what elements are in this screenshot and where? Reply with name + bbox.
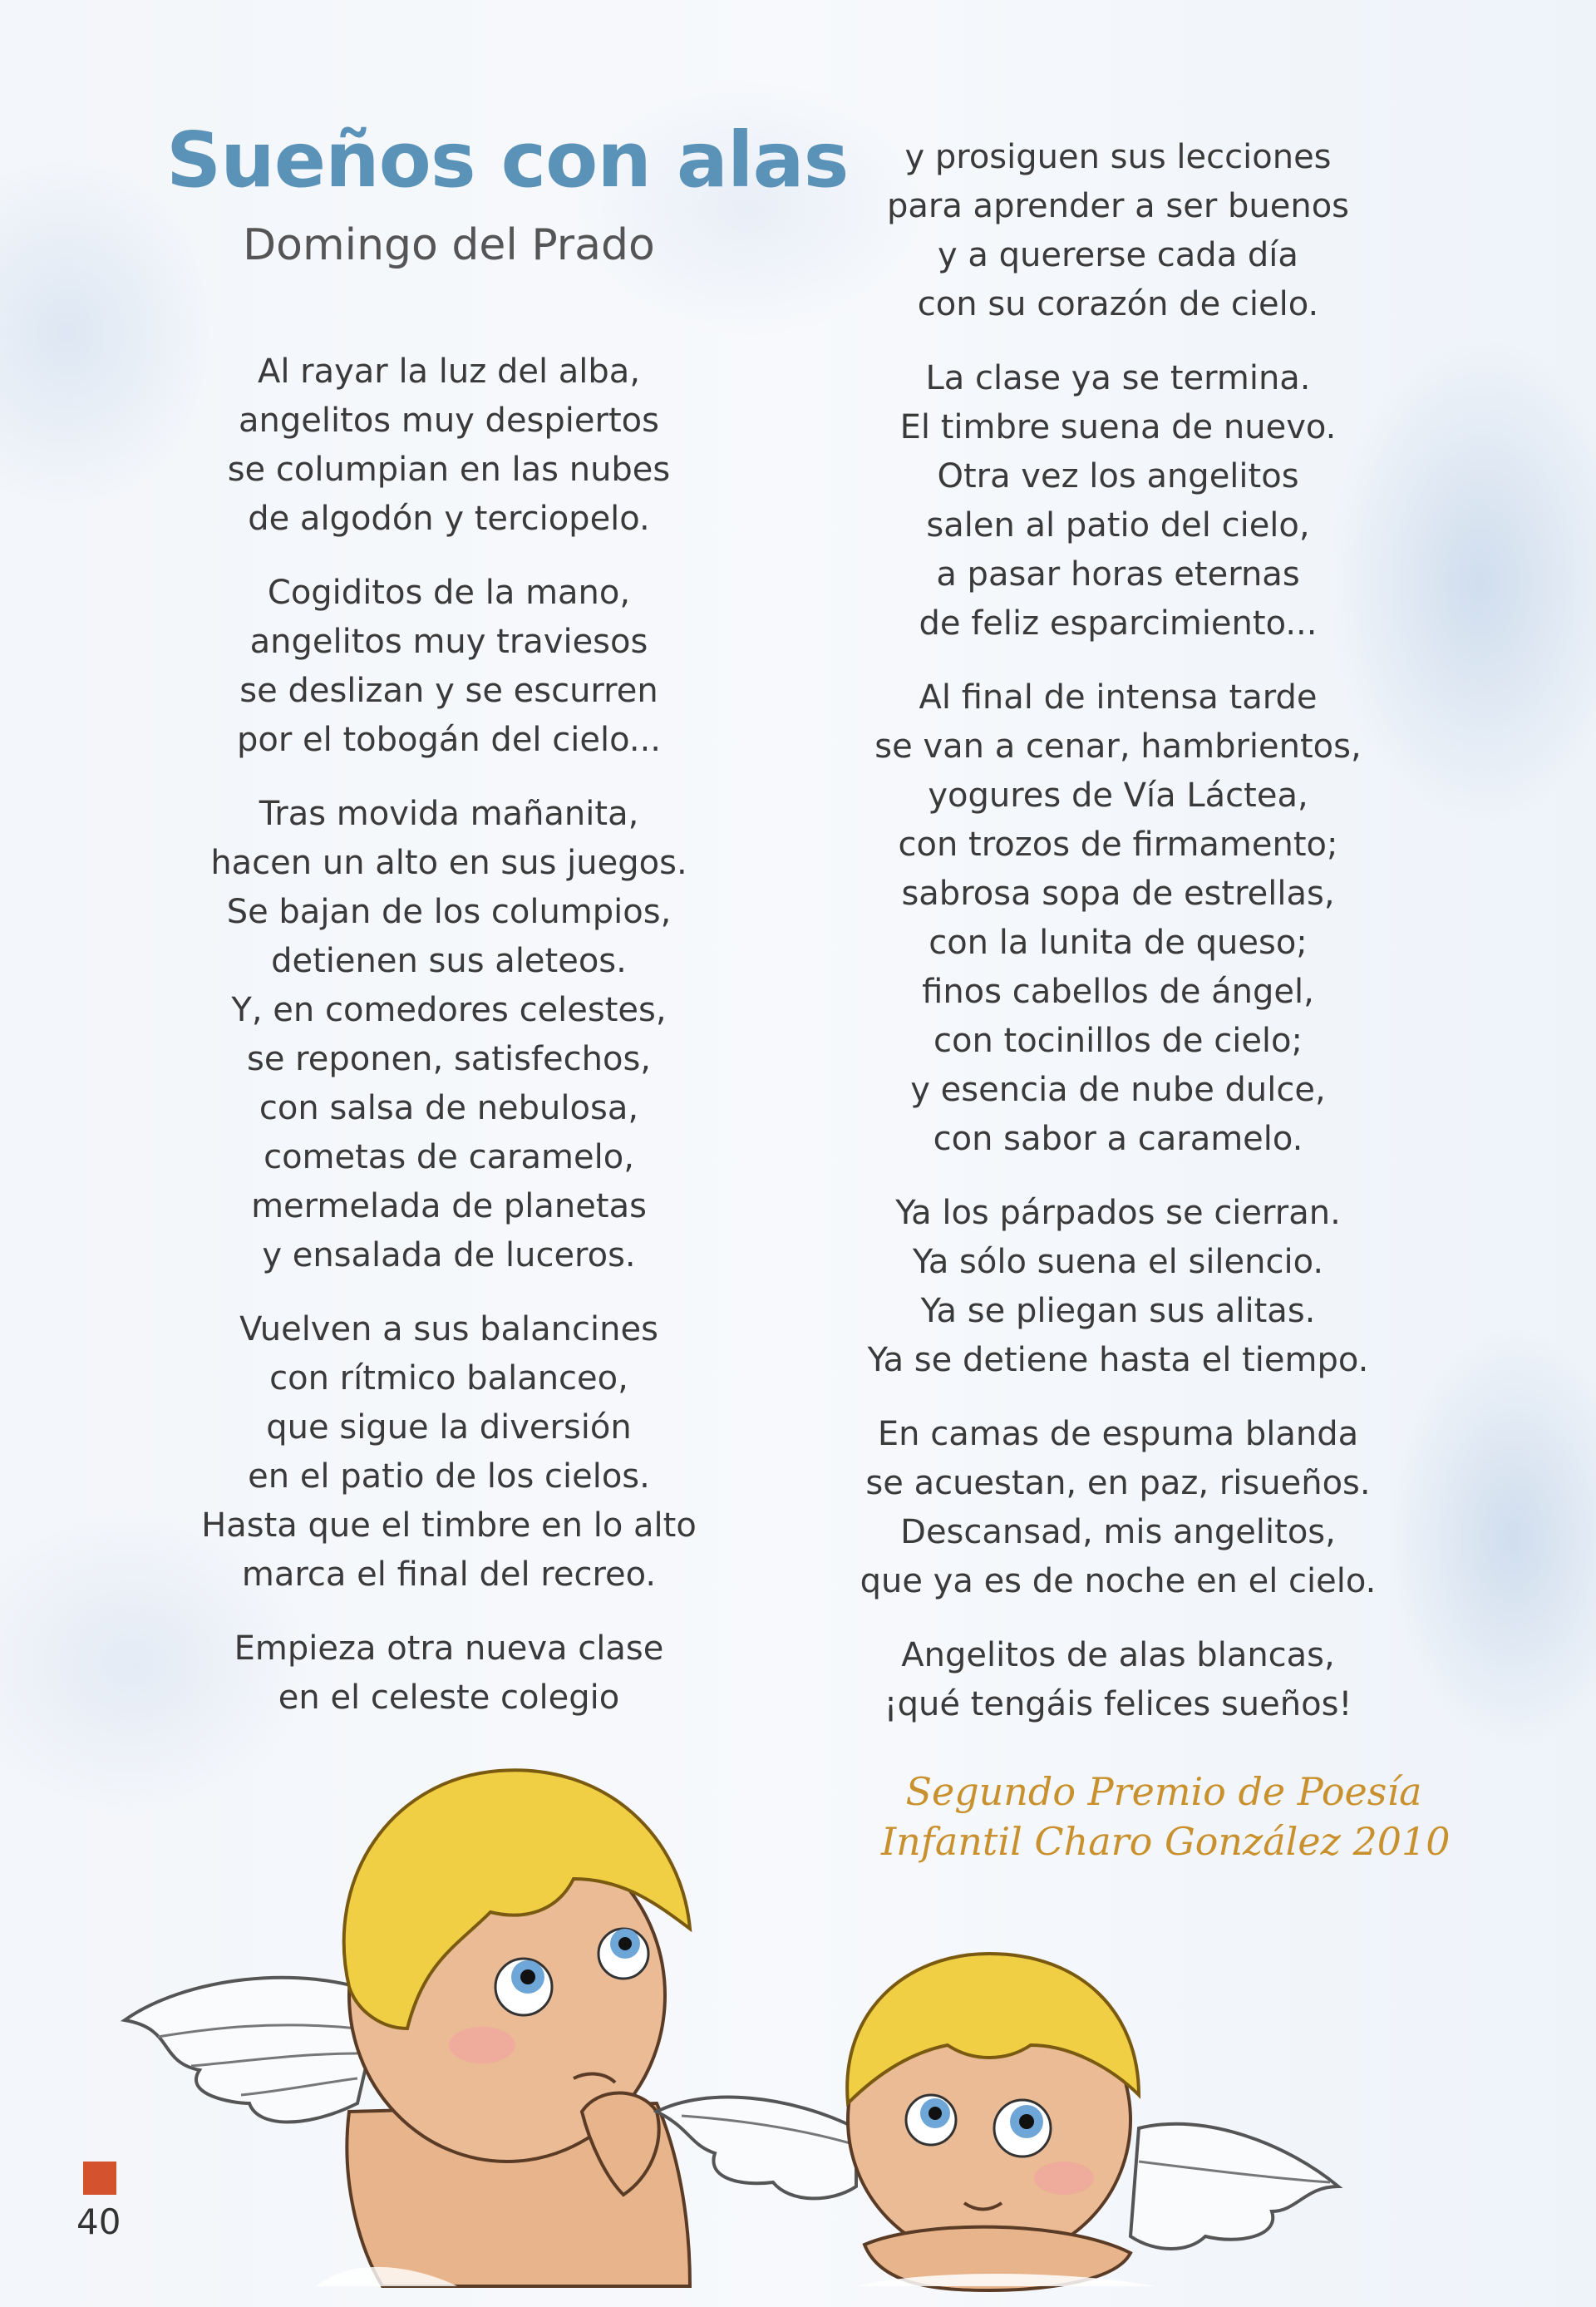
verse-line: Cogiditos de la mano,: [267, 574, 631, 613]
right-stanzas: [831, 133, 1405, 1729]
verse-line: Y, en comedores celestes,: [231, 991, 667, 1030]
verse-line: y esencia de nube dulce,: [910, 1071, 1326, 1109]
right-wing-right: [1130, 2124, 1338, 2249]
verse-line: El timbre suena de nuevo.: [899, 408, 1337, 446]
verse-line: a pasar horas eternas: [936, 555, 1300, 594]
verse-line: con trozos de firmamento;: [898, 826, 1338, 864]
verse-line: finos cabellos de ángel,: [922, 973, 1314, 1011]
verse-line: Al rayar la luz del alba,: [257, 352, 641, 392]
verse-line: Angelitos de alas blancas,: [901, 1636, 1335, 1674]
verse-line: que sigue la diversión: [266, 1408, 632, 1447]
cherubs-illustration: [108, 1713, 1405, 2295]
verse-line: En camas de espuma blanda: [877, 1415, 1359, 1453]
stanza: [166, 1305, 732, 1600]
left-wing: [125, 1978, 382, 2122]
verse-line: Ya se pliegan sus alitas.: [920, 1292, 1316, 1330]
verse-line: de algodón y terciopelo.: [248, 500, 650, 539]
verse-line: hacen un alto en sus juegos.: [210, 844, 687, 883]
verse-line: marca el final del recreo.: [241, 1555, 657, 1595]
stanza: [831, 133, 1405, 329]
verse-line: Empieza otra nueva clase: [234, 1629, 664, 1669]
verse-line: Se bajan de los columpios,: [226, 893, 672, 932]
verse-line: se reponen, satisfechos,: [247, 1040, 651, 1079]
page-marker: [83, 2162, 116, 2195]
verse-line: cometas de caramelo,: [264, 1138, 634, 1177]
verse-line: que ya es de noche en el cielo.: [860, 1562, 1377, 1600]
verse-line: Tras movida mañanita,: [259, 795, 639, 834]
award-line: Segundo Premio de Poesía: [905, 1769, 1422, 1814]
verse-line: con sabor a caramelo.: [933, 1120, 1303, 1158]
verse-line: sabrosa sopa de estrellas,: [901, 875, 1335, 913]
verse-line: Hasta que el timbre en lo alto: [201, 1506, 697, 1545]
verse-line: con su corazón de cielo.: [917, 285, 1319, 323]
verse-line: se columpian en las nubes: [227, 451, 671, 490]
verse-line: mermelada de planetas: [251, 1187, 647, 1226]
verse-line: en el celeste colegio: [278, 1678, 620, 1718]
verse-line: Vuelven a sus balancines: [239, 1310, 658, 1349]
verse-line: con tocinillos de cielo;: [933, 1022, 1303, 1060]
verse-line: y prosiguen sus lecciones: [904, 138, 1332, 176]
verse-line: con salsa de nebulosa,: [259, 1089, 639, 1128]
verse-line: se van a cenar, hambrientos,: [874, 727, 1362, 766]
left-stanzas: [166, 348, 732, 1723]
verse-line: salen al patio del cielo,: [926, 506, 1310, 545]
verse-line: se deslizan y se escurren: [239, 672, 658, 711]
verse-line: y ensalada de luceros.: [262, 1236, 636, 1275]
right-column: [831, 133, 1405, 1754]
verse-line: con rítmico balanceo,: [269, 1359, 628, 1398]
poem-author: Domingo del Prado: [243, 219, 655, 270]
page-number: 40: [76, 2201, 121, 2242]
verse-line: de feliz esparcimiento...: [919, 604, 1318, 643]
stanza: [166, 348, 732, 544]
left-column: [166, 116, 849, 1748]
verse-line: en el patio de los cielos.: [248, 1457, 650, 1496]
stanza: [831, 673, 1405, 1164]
verse-line: por el tobogán del cielo...: [236, 721, 662, 760]
verse-line: ¡qué tengáis felices sueños!: [884, 1685, 1352, 1723]
verse-line: yogures de Vía Láctea,: [928, 776, 1308, 815]
verse-line: Ya sólo suena el silencio.: [912, 1243, 1324, 1281]
stanza: [831, 1410, 1405, 1606]
poem-title: Sueños con alas: [166, 116, 849, 205]
right-wing-left: [657, 2097, 856, 2199]
verse-line: Ya se detiene hasta el tiempo.: [867, 1341, 1369, 1379]
stanza: [166, 569, 732, 765]
stanza: [831, 354, 1405, 648]
verse-line: La clase ya se termina.: [925, 359, 1311, 397]
verse-line: Descansad, mis angelitos,: [900, 1513, 1336, 1551]
verse-line: y a quererse cada día: [938, 236, 1298, 274]
verse-line: Ya los párpados se cierran.: [895, 1194, 1341, 1232]
verse-line: Al final de intensa tarde: [919, 678, 1318, 717]
stanza: [166, 790, 732, 1280]
verse-line: con la lunita de queso;: [929, 924, 1308, 962]
stanza: [831, 1189, 1405, 1385]
verse-line: Otra vez los angelitos: [937, 457, 1299, 495]
verse-line: para aprender a ser buenos: [886, 187, 1349, 225]
stanza: [166, 1624, 732, 1723]
verse-line: angelitos muy despiertos: [239, 402, 659, 441]
award-line: Infantil Charo González 2010: [881, 1819, 1451, 1864]
verse-line: angelitos muy traviesos: [249, 623, 648, 662]
verse-line: detienen sus aleteos.: [271, 942, 627, 981]
verse-line: se acuestan, en paz, risueños.: [865, 1464, 1371, 1502]
